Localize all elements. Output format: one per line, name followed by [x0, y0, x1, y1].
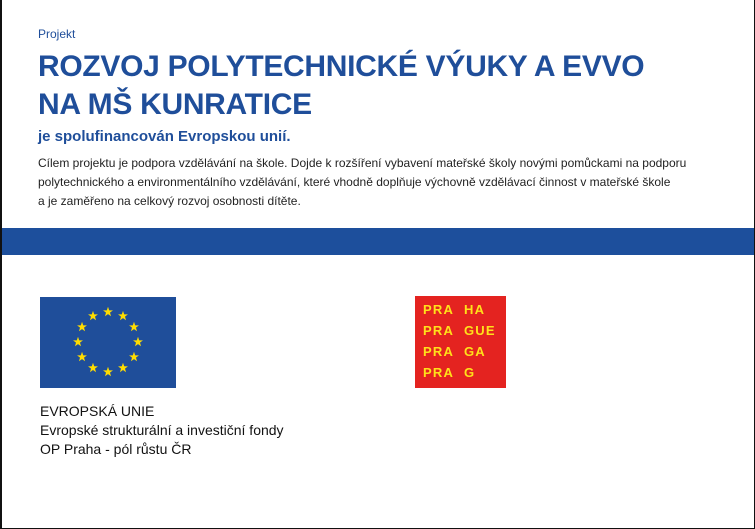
praha-logo-right: HA — [464, 302, 486, 317]
project-description — [38, 154, 738, 211]
praha-logo-row — [415, 302, 506, 320]
praha-logo-right: GA — [464, 344, 486, 359]
eu-star — [73, 337, 83, 346]
eu-star — [88, 363, 98, 372]
eu-star — [118, 363, 128, 372]
eu-star — [88, 311, 98, 320]
eu-star — [129, 322, 139, 331]
eu-star — [103, 367, 113, 376]
eu-star — [77, 352, 87, 361]
blue-divider-bar — [2, 228, 754, 255]
eu-caption-line-1: EVROPSKÁ UNIE — [40, 403, 155, 419]
eu-star — [118, 311, 128, 320]
eu-caption-line-2: Evropské strukturální a investiční fondy — [40, 422, 284, 438]
praha-logo-right: G — [464, 365, 476, 380]
praha-logo-left: PRA — [423, 365, 455, 380]
eu-flag-icon — [40, 297, 176, 388]
description-line-1: Cílem projektu je podpora vzdělávání na škole. Dojde k rozšíření vybavení mateřské školy novými pomůckami na podporu — [38, 156, 687, 170]
description-line-3: a je zaměřeno na celkový rozvoj osobnosti dítěte. — [38, 194, 301, 208]
praha-logo-left: PRA — [423, 302, 455, 317]
praha-logo-row — [415, 365, 506, 383]
cofinanced-subtitle: je spolufinancován Evropskou unií. — [38, 128, 291, 145]
project-label: Projekt — [38, 27, 76, 41]
praha-logo-row — [415, 344, 506, 362]
eu-star — [129, 352, 139, 361]
title-line-2: NA MŠ KUNRATICE — [38, 88, 312, 121]
praha-logo-right: GUE — [464, 323, 496, 338]
eu-star — [133, 337, 143, 346]
praha-logo-icon — [415, 296, 506, 388]
page-title — [38, 48, 738, 124]
description-line-2: polytechnického a environmentálního vzdělávání, které vhodně doplňuje výchovně vzdělávací činnost v mateřské škole — [38, 175, 671, 189]
praha-logo-left: PRA — [423, 323, 455, 338]
eu-stars — [40, 297, 176, 388]
eu-caption — [40, 402, 284, 459]
eu-star — [103, 307, 113, 316]
eu-star — [77, 322, 87, 331]
praha-logo-row — [415, 323, 506, 341]
title-line-1: ROZVOJ POLYTECHNICKÉ VÝUKY A EVVO — [38, 50, 645, 83]
eu-caption-line-3: OP Praha - pól růstu ČR — [40, 441, 192, 457]
praha-logo-left: PRA — [423, 344, 455, 359]
